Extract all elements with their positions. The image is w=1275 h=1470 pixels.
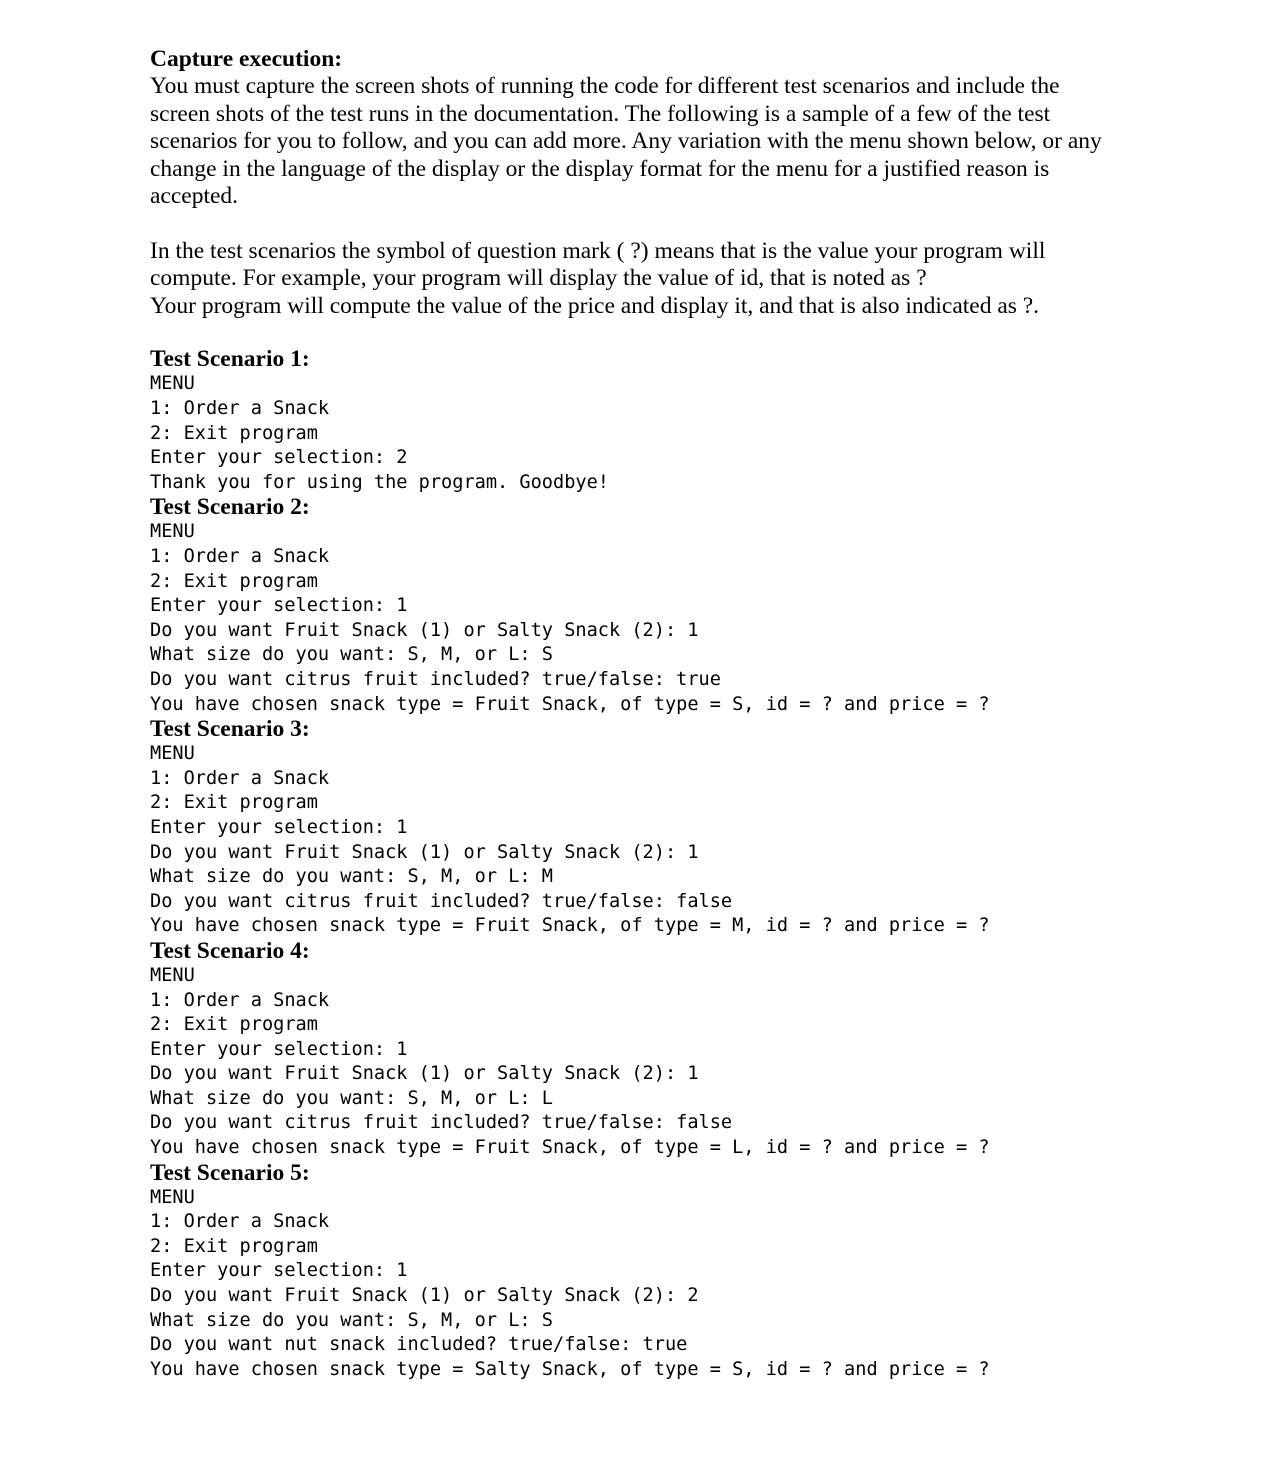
console-line: You have chosen snack type = Fruit Snack, of type = M, id = ? and price = ? bbox=[150, 915, 990, 937]
console-line: Enter your selection: 1 bbox=[150, 595, 408, 617]
console-line: MENU bbox=[150, 743, 195, 765]
console-line: Thank you for using the program. Goodbye! bbox=[150, 471, 609, 493]
console-line: MENU bbox=[150, 1186, 195, 1208]
console-line: 1: Order a Snack bbox=[150, 546, 330, 567]
console-line: 2: Exit program bbox=[150, 570, 318, 592]
scenario-title: Test Scenario 4: bbox=[150, 937, 310, 964]
intro-line: screen shots of the test runs in the documentation. The following is a sample of a few of the test bbox=[150, 100, 1051, 127]
console-line: What size do you want: S, M, or L: L bbox=[150, 1087, 553, 1109]
console-line: Do you want citrus fruit included? true/false: false bbox=[150, 1112, 733, 1134]
console-line: 2: Exit program bbox=[150, 1014, 318, 1036]
console-line: 2: Exit program bbox=[150, 422, 318, 444]
console-line: You have chosen snack type = Fruit Snack, of type = L, id = ? and price = ? bbox=[150, 1137, 990, 1159]
console-line: What size do you want: S, M, or L: M bbox=[150, 866, 553, 888]
scenario-title: Test Scenario 1: bbox=[150, 346, 310, 373]
console-line: Do you want Fruit Snack (1) or Salty Snack (2): 1 bbox=[150, 619, 699, 641]
console-line: 1: Order a Snack bbox=[150, 1211, 330, 1233]
test-scenario-4 bbox=[150, 939, 1150, 1161]
intro-line: scenarios for you to follow, and you can add more. Any variation with the menu shown below, or any bbox=[150, 128, 1102, 155]
console-line: Do you want Fruit Snack (1) or Salty Snack (2): 2 bbox=[150, 1285, 699, 1307]
console-line: 1: Order a Snack bbox=[150, 767, 330, 789]
intro-line: accepted. bbox=[150, 183, 239, 210]
console-line: Do you want citrus fruit included? true/false: true bbox=[150, 668, 721, 690]
console-line: Do you want Fruit Snack (1) or Salty Snack (2): 1 bbox=[150, 841, 699, 863]
scenario-title: Test Scenario 3: bbox=[150, 716, 310, 743]
intro-paragraph bbox=[150, 73, 1150, 210]
paragraph-spacer bbox=[150, 320, 1150, 347]
console-line: Do you want citrus fruit included? true/false: false bbox=[150, 890, 733, 912]
intro-line: You must capture the screen shots of running the code for different test scenarios and include the bbox=[150, 73, 1060, 100]
console-line: 2: Exit program bbox=[150, 792, 318, 814]
test-scenario-5 bbox=[150, 1161, 1150, 1383]
console-line: You have chosen snack type = Salty Snack, of type = S, id = ? and price = ? bbox=[150, 1358, 990, 1380]
note-line: compute. For example, your program will display the value of id, that is noted as ? bbox=[150, 265, 927, 292]
console-line: MENU bbox=[150, 964, 195, 986]
console-line: 1: Order a Snack bbox=[150, 989, 330, 1011]
scenario-title: Test Scenario 5: bbox=[150, 1159, 310, 1186]
console-line: MENU bbox=[150, 521, 195, 543]
console-line: Enter your selection: 1 bbox=[150, 816, 408, 838]
console-line: Enter your selection: 2 bbox=[150, 447, 408, 469]
test-scenario-1 bbox=[150, 347, 1150, 495]
note-paragraph bbox=[150, 238, 1150, 320]
note-line: Your program will compute the value of the price and display it, and that is also indicated as ?. bbox=[150, 292, 1040, 319]
document-page bbox=[150, 46, 1150, 1382]
console-line: What size do you want: S, M, or L: S bbox=[150, 1309, 553, 1331]
console-line: Enter your selection: 1 bbox=[150, 1260, 408, 1282]
note-line: In the test scenarios the symbol of question mark ( ?) means that is the value your program will bbox=[150, 237, 1046, 264]
console-line: 1: Order a Snack bbox=[150, 398, 330, 420]
console-line: 2: Exit program bbox=[150, 1235, 318, 1257]
scenario-title: Test Scenario 2: bbox=[150, 494, 310, 521]
section-heading: Capture execution: bbox=[150, 46, 343, 72]
console-line: Do you want Fruit Snack (1) or Salty Snack (2): 1 bbox=[150, 1063, 699, 1085]
console-line: You have chosen snack type = Fruit Snack, of type = S, id = ? and price = ? bbox=[150, 693, 990, 715]
intro-line: change in the language of the display or the display format for the menu for a justified reason is bbox=[150, 155, 1050, 182]
test-scenario-3 bbox=[150, 717, 1150, 939]
console-line: Do you want nut snack included? true/false: true bbox=[150, 1334, 688, 1356]
console-line: MENU bbox=[150, 373, 195, 395]
test-scenario-2 bbox=[150, 495, 1150, 717]
console-line: What size do you want: S, M, or L: S bbox=[150, 644, 553, 666]
paragraph-spacer bbox=[150, 210, 1150, 237]
console-line: Enter your selection: 1 bbox=[150, 1038, 408, 1060]
